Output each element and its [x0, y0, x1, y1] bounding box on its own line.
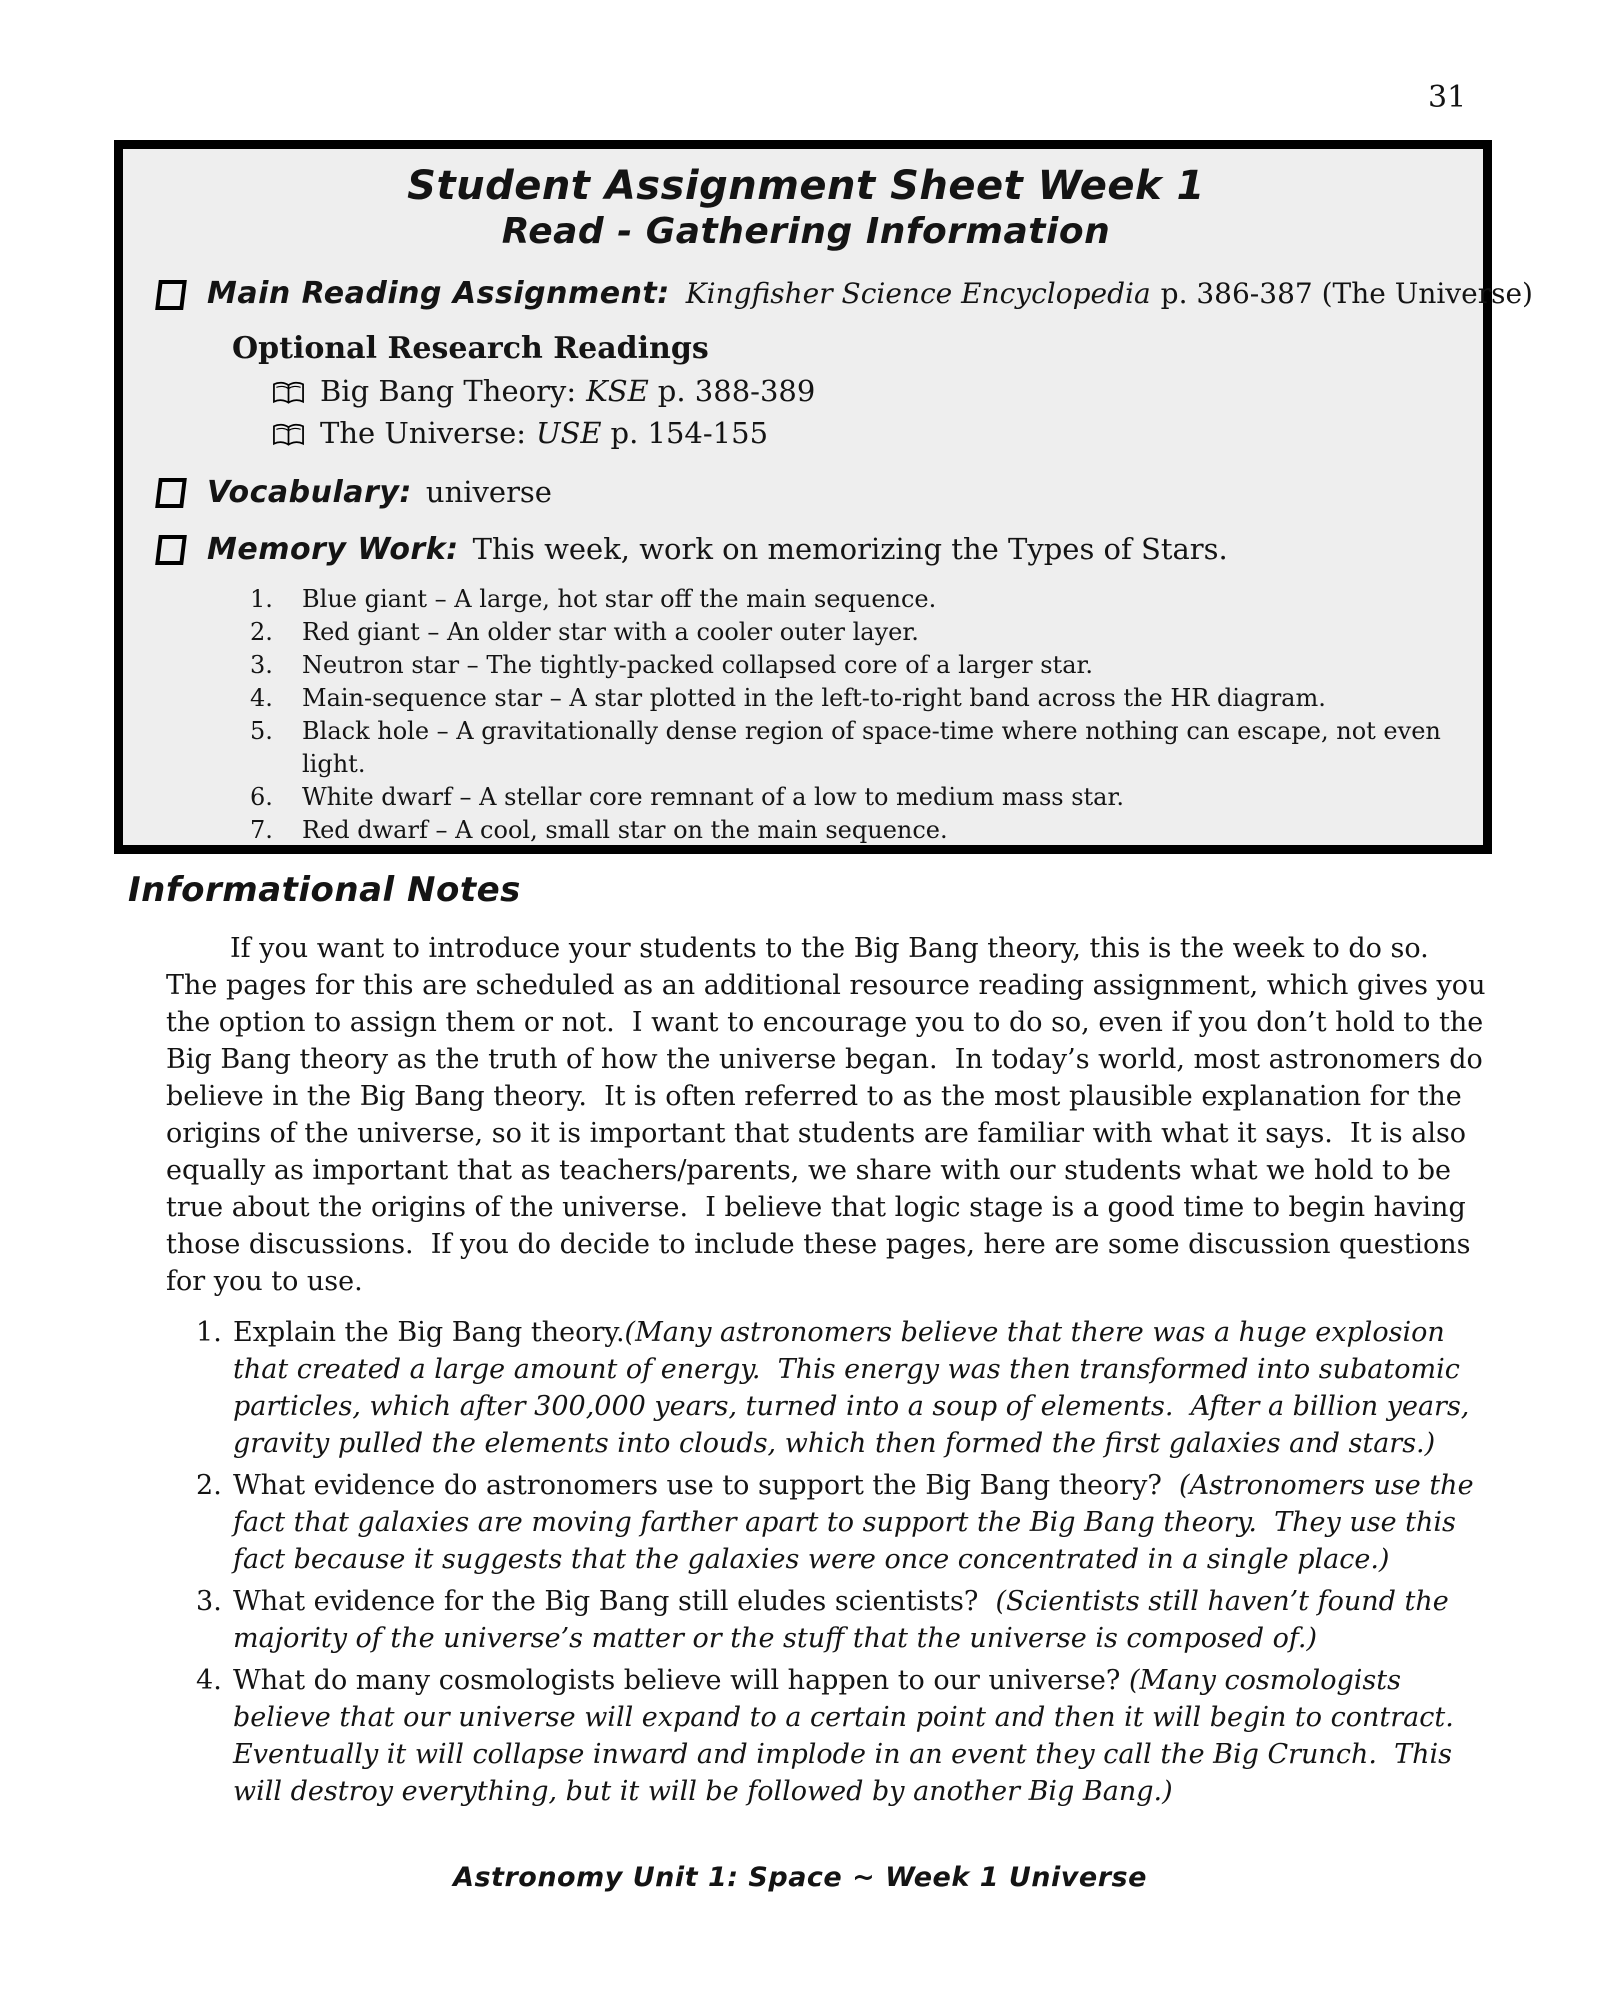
memory-work-label: Memory Work:	[207, 532, 459, 567]
answer-text: (Many cosmologists believe that our universe will expand to a certain point and then it will begin to contract. Eventually it will collapse inward and implode in an event they call the Big Crunch. This will destroy everything, but it will be followed by another Big Bang.)	[233, 1665, 1471, 1807]
memory-work-value: This week, work on memorizing the Types of Stars.	[472, 532, 1228, 566]
discussion-questions-list	[196, 1314, 1492, 1810]
star-type-item	[250, 682, 1457, 715]
optional-readings-block	[232, 331, 1457, 451]
open-book-icon	[272, 380, 305, 406]
page-number: 31	[1428, 80, 1467, 115]
open-book-icon	[272, 422, 305, 448]
reading-item-title: The Universe:	[320, 416, 527, 450]
informational-notes-heading: Informational Notes	[128, 870, 521, 910]
memory-work-row	[155, 530, 1457, 569]
reading-item-title: Big Bang Theory:	[320, 374, 577, 408]
informational-notes-section	[0, 868, 1600, 1815]
star-type-text: Main-sequence star – A star plotted in the left-to-right band across the HR diagram.	[302, 684, 1326, 712]
optional-readings-list	[232, 374, 1457, 451]
reading-item-book-abbr: USE	[536, 416, 602, 450]
star-types-list	[250, 583, 1457, 847]
discussion-question-item	[196, 1583, 1492, 1657]
main-reading-row	[155, 275, 1533, 313]
star-type-item	[250, 781, 1457, 814]
answer-text: (Many astronomers believe that there was a huge explosion that created a large amount of energy. This energy was then transformed into subatomic particles, which after 300,000 years, turned into a soup of elements. After a billion years, gravity pulled the elements into clouds, which then formed the first galaxies and stars.)	[233, 1317, 1478, 1459]
star-type-text: Red giant – An older star with a cooler outer layer.	[302, 618, 919, 646]
box-title: Student Assignment Sheet Week 1	[407, 163, 1205, 209]
star-type-item	[250, 583, 1457, 616]
discussion-question-item	[196, 1467, 1492, 1578]
optional-reading-item	[272, 416, 1457, 451]
reading-item-book-abbr: KSE	[586, 374, 649, 408]
checkbox-icon	[155, 535, 187, 565]
main-reading-detail: p. 386-387 (The Universe)	[1160, 277, 1533, 310]
intro-paragraph: If you want to introduce your students to the Big Bang theory, this is the week to do so. The pages for this are scheduled as an additional resource reading assignment, which gives you the option to assign them or not. I want to encourage you to do so, even if you don’t hold to the Big Bang theory as the truth of how the universe began. In today’s world, most astronomers do believe in the Big Bang theory. It is often referred to as the most plausible explanation for the origins of the universe, so it is important that students are familiar with what it says. It is also equally as important that as teachers/parents, we share with our students what we hold to be true about the origins of the universe. I believe that logic stage is a good time to begin having those discussions. If you do decide to include these pages, here are some discussion questions for you to use.	[166, 933, 1495, 1297]
optional-readings-heading: Optional Research Readings	[232, 331, 709, 366]
star-type-text: Neutron star – The tightly-packed collapsed core of a larger star.	[302, 651, 1093, 679]
discussion-question-item	[196, 1662, 1492, 1810]
optional-reading-item	[272, 374, 1457, 409]
main-reading-label: Main Reading Assignment:	[207, 276, 670, 311]
answer-text: (Astronomers use the fact that galaxies are moving farther apart to support the Big Bang theory. They use this fact because it suggests that the galaxies were once concentrated in a single place.)	[233, 1470, 1483, 1575]
reading-item-pages: p. 388-389	[657, 374, 816, 408]
page-footer: Astronomy Unit 1: Space ~ Week 1 Universe	[453, 1862, 1147, 1893]
box-subtitle: Read - Gathering Information	[501, 211, 1111, 252]
checkbox-icon	[155, 280, 187, 310]
vocabulary-label: Vocabulary:	[207, 475, 412, 510]
star-type-text: Black hole – A gravitationally dense region of space-time where nothing can escape, not even light.	[302, 717, 1441, 778]
reading-item-pages: p. 154-155	[610, 416, 769, 450]
discussion-question-item	[196, 1314, 1492, 1462]
star-type-text: White dwarf – A stellar core remnant of a low to medium mass star.	[302, 783, 1124, 811]
star-type-item	[250, 715, 1457, 781]
checkbox-icon	[155, 478, 187, 508]
question-text: Explain the Big Bang theory.	[233, 1317, 625, 1348]
assignment-sheet-box	[114, 140, 1533, 854]
question-text: What do many cosmologists believe will happen to our universe?	[233, 1665, 1129, 1696]
star-type-item	[250, 814, 1457, 847]
question-text: What evidence do astronomers use to support the Big Bang theory?	[233, 1470, 1180, 1501]
star-type-item	[250, 649, 1457, 682]
answer-text: (Scientists still haven’t found the majority of the universe’s matter or the stuff that the universe is composed of.)	[233, 1586, 1458, 1654]
question-text: What evidence for the Big Bang still eludes scientists?	[233, 1586, 996, 1617]
main-reading-book-title: Kingfisher Science Encyclopedia	[685, 277, 1151, 310]
vocabulary-row	[155, 473, 1457, 512]
star-type-text: Red dwarf – A cool, small star on the main sequence.	[302, 816, 948, 844]
star-type-item	[250, 616, 1457, 649]
star-type-text: Blue giant – A large, hot star off the main sequence.	[302, 585, 937, 613]
vocabulary-value: universe	[425, 475, 552, 509]
